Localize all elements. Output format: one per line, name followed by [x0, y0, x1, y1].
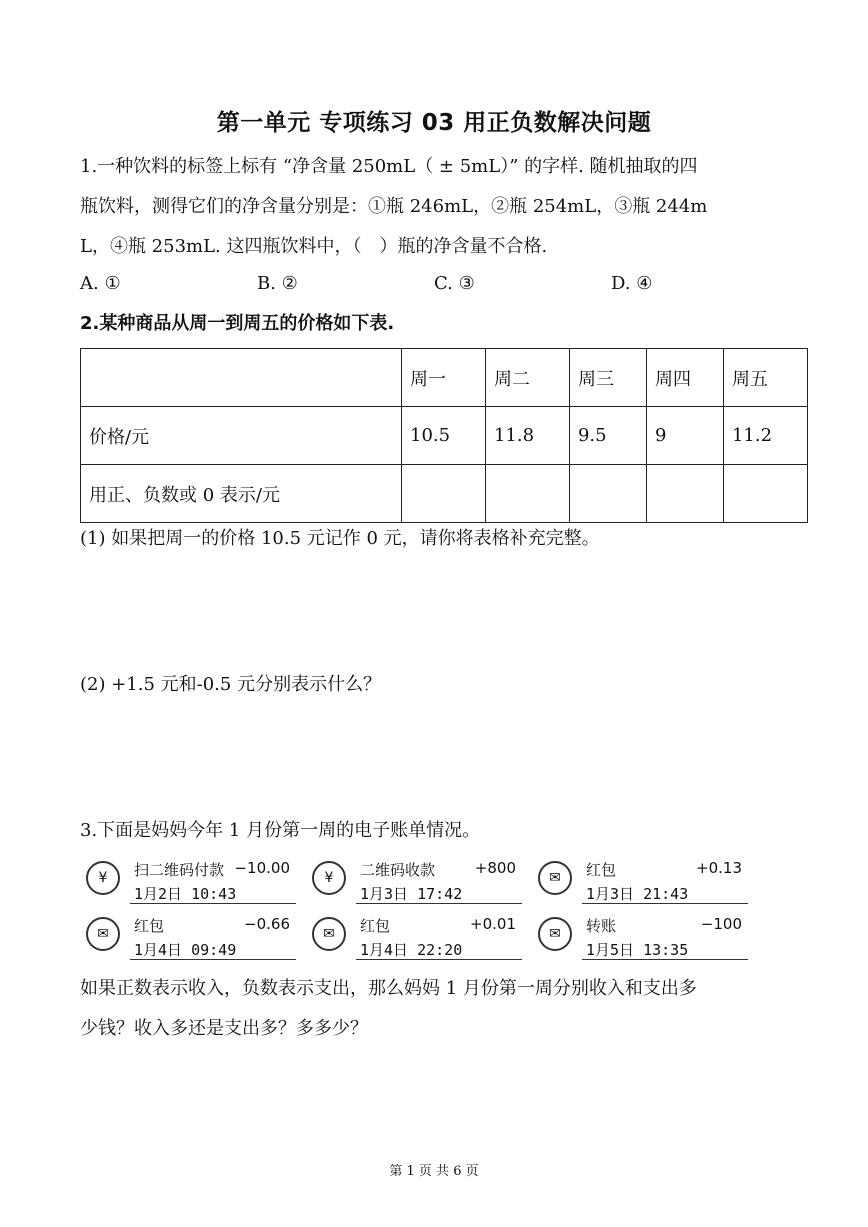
- bill-date: 1月5日 13:35: [586, 941, 689, 959]
- bill-name: 二维码收款: [360, 861, 436, 879]
- answer-cell[interactable]: [485, 465, 569, 523]
- table-row: [81, 407, 808, 465]
- red-envelope-icon: ✉: [312, 917, 346, 951]
- q3-question-line-1: 如果正数表示收入，负数表示支出，那么妈妈 1 月份第一周分别收入和支出多: [80, 978, 697, 999]
- divider: [130, 903, 296, 904]
- q2-sub-question-1: (1) 如果把周一的价格 10.5 元记作 0 元，请你将表格补充完整。: [80, 528, 600, 549]
- q2-stem: 2.某种商品从周一到周五的价格如下表.: [80, 313, 395, 334]
- bill-item: [538, 857, 748, 905]
- table-row-label: 价格/元: [81, 407, 402, 465]
- red-envelope-icon: ✉: [86, 917, 120, 951]
- divider: [356, 903, 522, 904]
- table-cell: 11.8: [485, 407, 569, 465]
- divider: [130, 959, 296, 960]
- q3-question-line-2: 少钱？收入多还是支出多？多多少？: [80, 1018, 368, 1039]
- table-header-cell: 周二: [485, 349, 569, 407]
- table-cell: 10.5: [402, 407, 486, 465]
- bill-date: 1月4日 22:20: [360, 941, 463, 959]
- bill-amount: −100: [700, 915, 742, 933]
- bill-amount: +0.13: [696, 859, 742, 877]
- bill-item: [312, 857, 522, 905]
- bill-date: 1月3日 17:42: [360, 885, 463, 903]
- bill-name: 红包: [360, 917, 391, 935]
- red-envelope-icon: ✉: [538, 917, 572, 951]
- table-header-cell: 周五: [723, 349, 807, 407]
- table-header-cell: 周一: [402, 349, 486, 407]
- table-header-cell: 周四: [646, 349, 723, 407]
- divider: [356, 959, 522, 960]
- price-table: [80, 348, 808, 523]
- bill-amount: +0.01: [470, 915, 516, 933]
- bill-name: 红包: [134, 917, 165, 935]
- page-title: 第一单元 专项练习 03 用正负数解决问题: [216, 110, 652, 136]
- q1-option-d: D. ④: [611, 273, 653, 294]
- bill-item: [538, 913, 748, 961]
- table-row: [81, 349, 808, 407]
- red-envelope-icon: ✉: [538, 861, 572, 895]
- table-cell: [81, 349, 402, 407]
- bill-item: [312, 913, 522, 961]
- table-row-label: 用正、负数或 0 表示/元: [81, 465, 402, 523]
- table-cell: 11.2: [723, 407, 807, 465]
- q1-line-3: L，④瓶 253mL. 这四瓶饮料中，（ ）瓶的净含量不合格.: [80, 236, 548, 257]
- q1-line-2: 瓶饮料，测得它们的净含量分别是：①瓶 246mL，②瓶 254mL，③瓶 244m: [80, 196, 708, 217]
- bill-amount: +800: [474, 859, 516, 877]
- q1-option-c: C. ③: [434, 273, 475, 294]
- q3-stem: 3.下面是妈妈今年 1 月份第一周的电子账单情况。: [80, 820, 481, 841]
- q2-sub-question-2: (2) +1.5 元和-0.5 元分别表示什么？: [80, 674, 382, 695]
- money-bag-icon: ¥: [86, 861, 120, 895]
- answer-cell[interactable]: [402, 465, 486, 523]
- money-bag-icon: ¥: [312, 861, 346, 895]
- page-footer: 第 1 页 共 6 页: [389, 1164, 479, 1179]
- table-cell: 9.5: [569, 407, 646, 465]
- bill-amount: −10.00: [234, 859, 290, 877]
- answer-cell[interactable]: [646, 465, 723, 523]
- bill-name: 转账: [586, 917, 617, 935]
- bill-name: 扫二维码付款: [134, 861, 225, 879]
- table-header-cell: 周三: [569, 349, 646, 407]
- bill-date: 1月3日 21:43: [586, 885, 689, 903]
- divider: [582, 903, 748, 904]
- bill-item: [86, 857, 296, 905]
- table-row: [81, 465, 808, 523]
- bill-item: [86, 913, 296, 961]
- answer-cell[interactable]: [569, 465, 646, 523]
- bill-amount: −0.66: [244, 915, 290, 933]
- divider: [582, 959, 748, 960]
- bill-date: 1月4日 09:49: [134, 941, 237, 959]
- bill-name: 红包: [586, 861, 617, 879]
- q1-option-b: B. ②: [257, 273, 298, 294]
- q1-line-1: 1.一种饮料的标签上标有 “净含量 250mL（ ± 5mL）” 的字样. 随机抽取的四: [80, 156, 698, 177]
- table-cell: 9: [646, 407, 723, 465]
- bill-date: 1月2日 10:43: [134, 885, 237, 903]
- q1-option-a: A. ①: [80, 273, 121, 294]
- answer-cell[interactable]: [723, 465, 807, 523]
- bill-list: [86, 857, 776, 965]
